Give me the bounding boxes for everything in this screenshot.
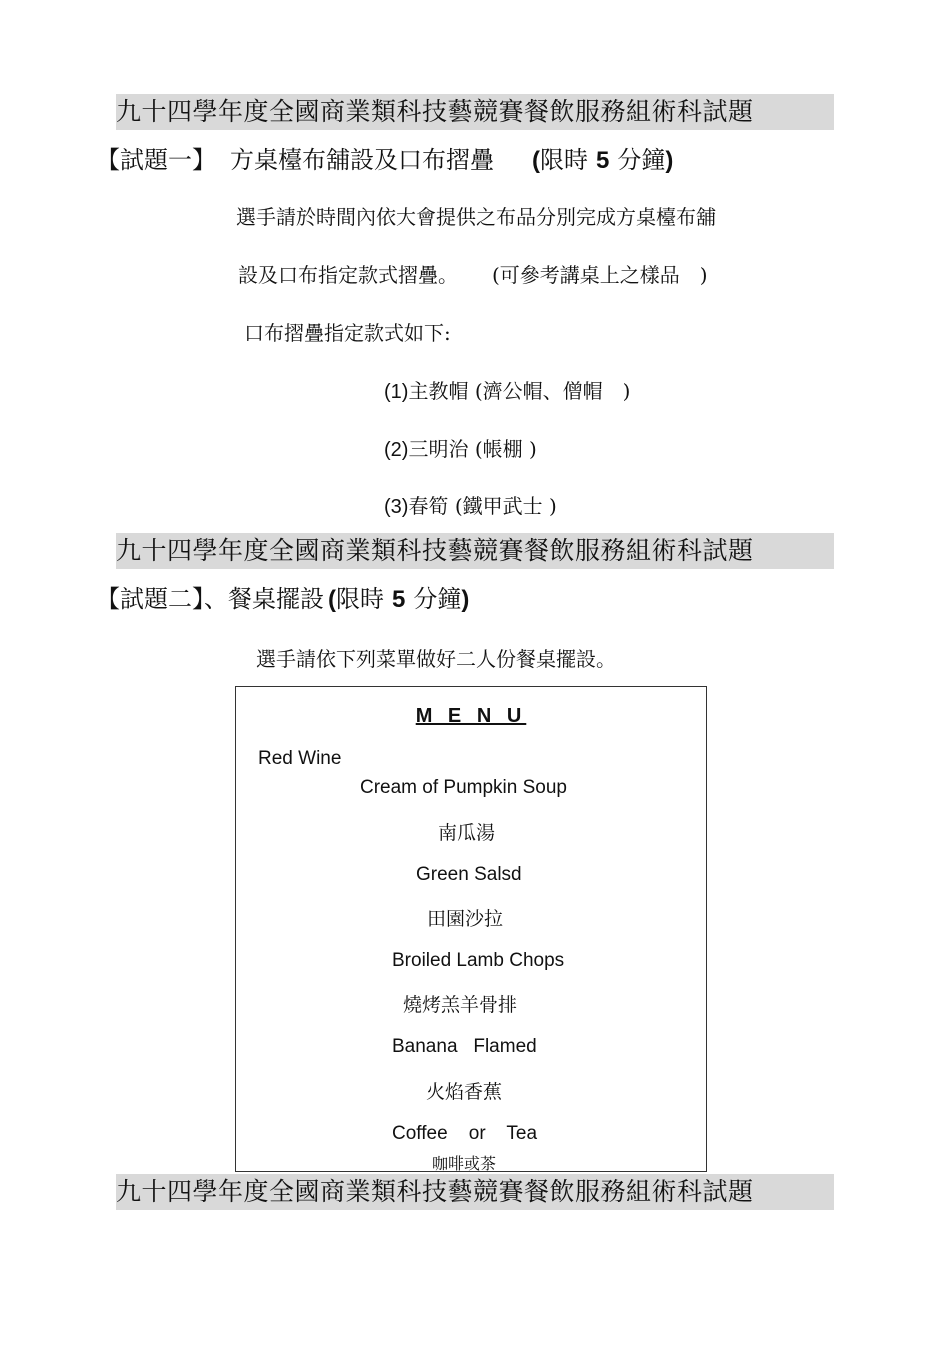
napkin-style-item: [384, 492, 557, 521]
menu-course-zh: 咖啡或茶: [432, 1154, 497, 1173]
napkin-style-alt: (濟公帽、僧帽 ): [474, 379, 631, 403]
section1-instruction-line2-text: 設及口布指定款式摺疊。: [238, 263, 458, 287]
exam-title-banner: [116, 94, 834, 130]
section1-instruction-line1: 選手請於時間內依大會提供之布品分別完成方桌檯布舖: [236, 205, 716, 229]
section1-time-open: (: [532, 147, 540, 174]
section2-time-close: ): [461, 586, 470, 613]
section1-bracket-label: 【試題一】: [96, 146, 216, 174]
exam-title: 九十四學年度全國商業類科技藝競賽餐飲服務組術科試題: [116, 97, 754, 126]
napkin-style-item: [384, 377, 630, 406]
section2-time-label: 限時: [336, 585, 384, 613]
napkin-style-alt: (鐵甲武士 ): [454, 494, 557, 518]
napkin-style-number: (1): [384, 381, 409, 403]
menu-course-en: Coffee or Tea: [392, 1123, 538, 1144]
section2-bracket-label: 【試題二】、: [96, 585, 228, 613]
exam-title-banner: [116, 1174, 834, 1210]
menu-card: [235, 686, 707, 1172]
napkin-styles-intro: 口布摺疊指定款式如下:: [244, 321, 451, 345]
menu-course-en: Broiled Lamb Chops: [392, 950, 565, 971]
napkin-style-name: 主教帽: [408, 379, 469, 403]
section1-title: 方桌檯布舖設及口布摺疊: [230, 146, 494, 174]
napkin-style-name: 三明治: [408, 437, 469, 461]
napkin-style-name: 春筍: [408, 494, 449, 518]
menu-title: M E N U: [415, 705, 527, 727]
menu-course-zh: 燒烤羔羊骨排: [403, 994, 518, 1016]
section2-heading: [96, 583, 469, 616]
section1-time-close: ): [665, 147, 674, 174]
exam-title-banner: [116, 533, 834, 569]
section1-heading: [96, 144, 673, 177]
section1-instruction-note: (可參考講桌上之樣品 ): [492, 263, 708, 287]
menu-course-en: Green Salsd: [416, 864, 522, 885]
menu-course-zh: 火焰香蕉: [426, 1081, 503, 1103]
napkin-style-alt: (帳棚 ): [474, 437, 537, 461]
napkin-style-number: (2): [384, 439, 409, 461]
section2-instruction: 選手請依下列菜單做好二人份餐桌擺設。: [256, 647, 616, 671]
exam-title: 九十四學年度全國商業類科技藝競賽餐飲服務組術科試題: [116, 536, 754, 565]
menu-course-en: Cream of Pumpkin Soup: [360, 777, 567, 798]
section1-time-num: 5: [596, 147, 610, 174]
napkin-style-number: (3): [384, 496, 409, 518]
section1-time-label: 限時: [540, 146, 588, 174]
section2-time-open: (: [328, 586, 336, 613]
menu-wine: Red Wine: [258, 748, 342, 769]
section2-time-num: 5: [392, 586, 406, 613]
menu-course-en: Banana Flamed: [392, 1036, 537, 1057]
section2-title: 餐桌擺設: [228, 585, 324, 613]
section1-instruction-line2: [238, 261, 708, 289]
menu-course-zh: 南瓜湯: [438, 822, 496, 844]
menu-course-zh: 田園沙拉: [427, 908, 504, 930]
napkin-style-item: [384, 435, 537, 464]
exam-title: 九十四學年度全國商業類科技藝競賽餐飲服務組術科試題: [116, 1177, 754, 1206]
section2-time-unit: 分鐘: [413, 585, 462, 613]
section1-time-unit: 分鐘: [617, 146, 666, 174]
